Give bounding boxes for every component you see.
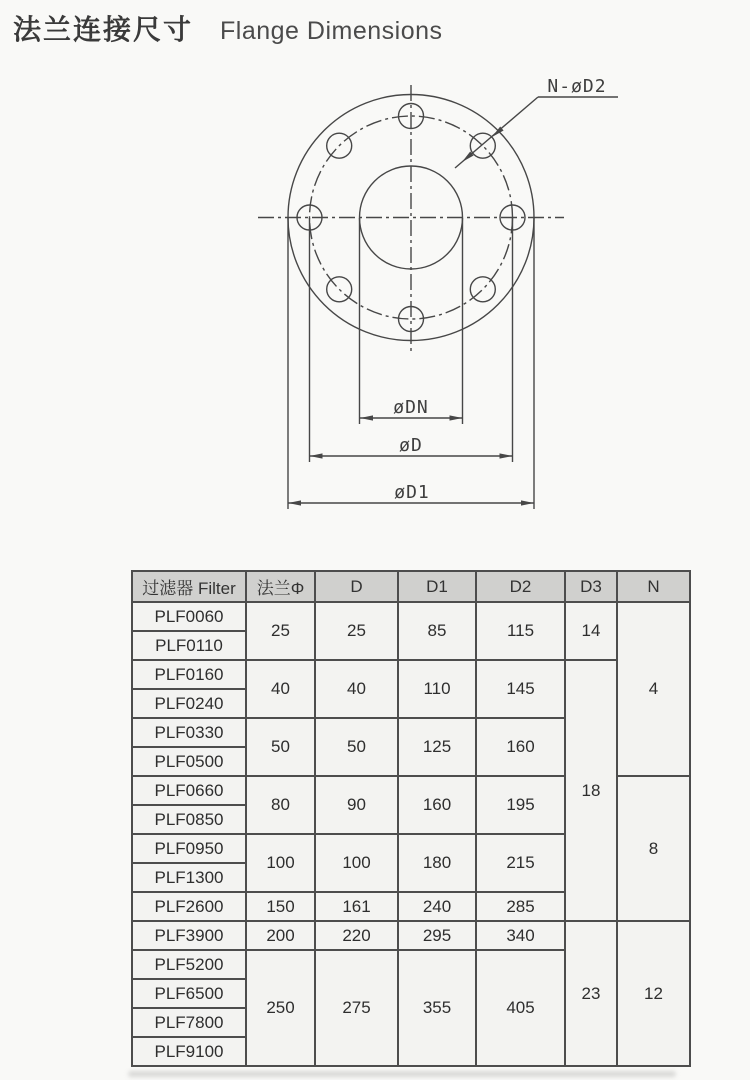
value-cell-D1: 85 [398,602,476,660]
header-n: N [617,571,690,602]
value-cell-D1: 240 [398,892,476,921]
value-cell-flange-dia: 150 [246,892,315,921]
filter-model-cell: PLF9100 [132,1037,246,1066]
value-cell-D1: 110 [398,660,476,718]
header-d: D [315,571,398,602]
header-d2: D2 [476,571,565,602]
value-cell-D: 90 [315,776,398,834]
value-cell-D: 100 [315,834,398,892]
value-cell-D: 275 [315,950,398,1066]
arrowhead [521,500,534,505]
filter-model-cell: PLF0500 [132,747,246,776]
table-row [132,921,690,950]
value-cell-D1: 160 [398,776,476,834]
value-cell-flange-dia: 40 [246,660,315,718]
filter-model-cell: PLF2600 [132,892,246,921]
value-cell-D1: 125 [398,718,476,776]
filter-model-cell: PLF0060 [132,602,246,631]
table-header-row [132,571,690,602]
table-row [132,602,690,631]
leader-n-d2 [455,76,618,168]
filter-model-cell: PLF6500 [132,979,246,1008]
filter-model-cell: PLF0950 [132,834,246,863]
filter-model-cell: PLF0330 [132,718,246,747]
value-cell-D3: 23 [565,921,617,1066]
value-cell-D2: 405 [476,950,565,1066]
filter-model-cell: PLF1300 [132,863,246,892]
dimension-label-bore: øDN [393,397,429,418]
value-cell-D: 161 [315,892,398,921]
value-cell-D3: 18 [565,660,617,921]
header-d1: D1 [398,571,476,602]
table-row [132,660,690,689]
arrowhead [500,453,513,458]
bolt-hole-top-left [327,133,352,158]
filter-model-cell: PLF0160 [132,660,246,689]
dimension-outer [288,482,534,506]
value-cell-D: 40 [315,660,398,718]
arrowhead [450,415,463,420]
value-cell-D: 50 [315,718,398,776]
value-cell-N: 12 [617,921,690,1066]
header-flange-dia: 法兰Φ [246,571,315,602]
arrowhead [360,415,373,420]
value-cell-D2: 145 [476,660,565,718]
bolt-hole-bottom-right [470,277,495,302]
dimension-bolt-circle [310,435,513,459]
value-cell-D2: 340 [476,921,565,950]
filter-model-cell: PLF0850 [132,805,246,834]
value-cell-N: 8 [617,776,690,921]
header-filter: 过滤器 Filter [132,571,246,602]
leader-label: N-øD2 [547,76,607,97]
value-cell-D3: 14 [565,602,617,660]
value-cell-D1: 180 [398,834,476,892]
filter-model-cell: PLF3900 [132,921,246,950]
arrowhead [310,453,323,458]
value-cell-D2: 285 [476,892,565,921]
page-bottom-scan-artifact [128,1071,676,1077]
filter-model-cell: PLF5200 [132,950,246,979]
value-cell-flange-dia: 50 [246,718,315,776]
value-cell-D: 220 [315,921,398,950]
flange-dimensions-table [131,570,691,1067]
value-cell-N: 4 [617,602,690,776]
value-cell-flange-dia: 200 [246,921,315,950]
value-cell-flange-dia: 250 [246,950,315,1066]
flange-table-body [132,602,690,1066]
filter-model-cell: PLF0110 [132,631,246,660]
value-cell-D2: 215 [476,834,565,892]
page-title-english: Flange Dimensions [220,17,443,45]
filter-model-cell: PLF7800 [132,1008,246,1037]
value-cell-D2: 160 [476,718,565,776]
filter-model-cell: PLF0660 [132,776,246,805]
page-title-chinese: 法兰连接尺寸 [13,14,194,45]
dimension-label-outer: øD1 [394,482,430,503]
value-cell-D: 25 [315,602,398,660]
dimension-bore [360,397,463,421]
value-cell-D1: 355 [398,950,476,1066]
value-cell-D2: 195 [476,776,565,834]
value-cell-flange-dia: 25 [246,602,315,660]
filter-model-cell: PLF0240 [132,689,246,718]
dimension-label-bolt-circle: øD [399,435,423,456]
value-cell-D1: 295 [398,921,476,950]
value-cell-D2: 115 [476,602,565,660]
arrowhead [288,500,301,505]
value-cell-flange-dia: 100 [246,834,315,892]
header-d3: D3 [565,571,617,602]
value-cell-flange-dia: 80 [246,776,315,834]
